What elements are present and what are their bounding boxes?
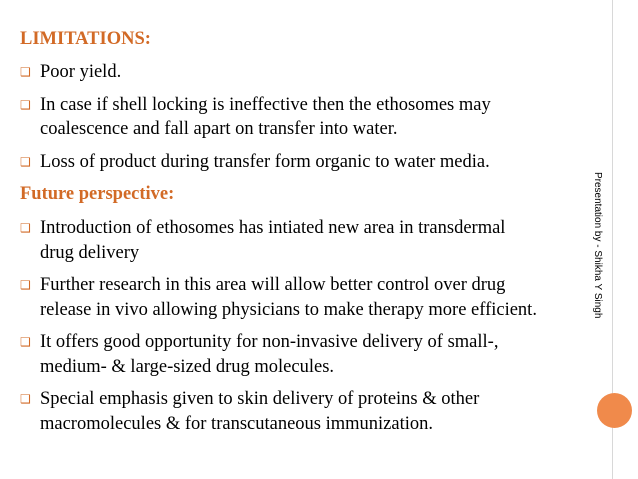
- list-item: [20, 93, 592, 142]
- list-item: [20, 273, 592, 322]
- hollow-square-bullet-icon: ❑: [20, 335, 31, 349]
- future-perspective-heading: Future perspective:: [20, 184, 175, 204]
- limitations-heading: LIMITATIONS:: [20, 29, 151, 49]
- list-item-text: release in vivo allowing physicians to make therapy more efficient.: [40, 299, 537, 320]
- hollow-square-bullet-icon: ❑: [20, 65, 31, 79]
- orange-circle-decoration: [597, 393, 632, 428]
- list-item: [20, 150, 592, 175]
- slide-content: [20, 27, 592, 444]
- list-item-text: drug delivery: [40, 242, 140, 263]
- hollow-square-bullet-icon: ❑: [20, 221, 31, 235]
- list-item-text: Special emphasis given to skin delivery of proteins & other: [40, 389, 480, 409]
- list-item: [20, 387, 592, 436]
- future-perspective-list: [20, 216, 592, 436]
- hollow-square-bullet-icon: ❑: [20, 97, 31, 112]
- list-item-text: medium- & large-sized drug molecules.: [40, 356, 335, 377]
- list-item: [20, 60, 592, 85]
- presenter-credit: Presentation by - Shikha Y Singh: [592, 172, 603, 319]
- list-item-text: coalescence and fall apart on transfer into water.: [40, 119, 398, 139]
- list-item-text: In case if shell locking is ineffective then the ethosomes may: [40, 94, 491, 115]
- list-item: [20, 216, 592, 265]
- list-item-text: It offers good opportunity for non-invasive delivery of small-,: [40, 332, 499, 352]
- hollow-square-bullet-icon: ❑: [20, 278, 31, 292]
- list-item-text: Loss of product during transfer form organic to water media.: [40, 151, 490, 172]
- list-item-text: macromolecules & for transcutaneous immunization.: [40, 413, 434, 434]
- list-item-text: Poor yield.: [40, 62, 122, 82]
- limitations-list: [20, 60, 592, 174]
- hollow-square-bullet-icon: ❑: [20, 154, 31, 169]
- list-item-text: Further research in this area will allow better control over drug: [40, 275, 506, 295]
- list-item: [20, 330, 592, 379]
- hollow-square-bullet-icon: ❑: [20, 392, 31, 406]
- list-item-text: Introduction of ethosomes has intiated new area in transdermal: [40, 218, 506, 238]
